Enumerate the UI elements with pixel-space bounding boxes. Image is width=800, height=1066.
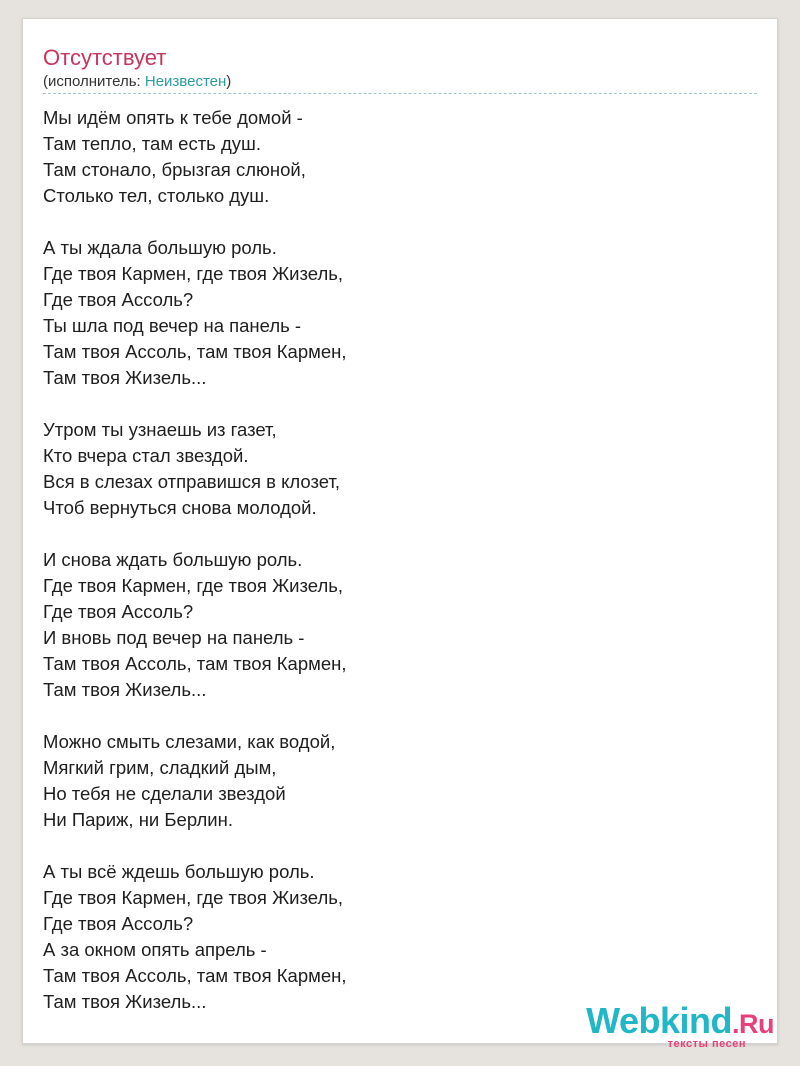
stanza: [43, 859, 346, 1015]
lyric-line: Там стонало, брызгая слюной,: [43, 159, 306, 180]
lyric-line: Где твоя Ассоль?: [43, 601, 194, 622]
lyric-line: Можно смыть слезами, как водой,: [43, 731, 336, 752]
lyric-line: Вся в слезах отправишся в клозет,: [43, 471, 341, 492]
lyric-line: Где твоя Кармен, где твоя Жизель,: [43, 575, 344, 596]
lyrics-card: [22, 18, 778, 1044]
lyric-line: Мы идём опять к тебе домой -: [43, 107, 303, 128]
lyric-line: Столько тел, столько душ.: [43, 185, 270, 206]
lyric-line: Кто вчера стал звездой.: [43, 445, 249, 466]
lyric-line: Мягкий грим, сладкий дым,: [43, 757, 277, 778]
lyric-line: Где твоя Кармен, где твоя Жизель,: [43, 887, 344, 908]
artist-line: [43, 73, 231, 91]
lyric-line: Там твоя Жизель...: [43, 991, 207, 1012]
lyric-line: Но тебя не сделали звездой: [43, 783, 286, 804]
lyrics-body: [43, 105, 346, 1015]
webkind-logo: [586, 1000, 774, 1050]
lyric-line: Там твоя Жизель...: [43, 679, 207, 700]
logo-wordmark: [586, 1000, 774, 1042]
stanza: [43, 235, 346, 391]
lyric-line: Где твоя Ассоль?: [43, 289, 194, 310]
lyric-line: Утром ты узнаешь из газет,: [43, 419, 277, 440]
artist-prefix: (исполнитель:: [43, 73, 145, 90]
lyric-line: А ты ждала большую роль.: [43, 237, 277, 258]
song-title: Отсутствует: [43, 45, 167, 70]
lyric-line: И вновь под вечер на панель -: [43, 627, 305, 648]
lyric-line: Там тепло, там есть душ.: [43, 133, 261, 154]
lyric-line: А за окном опять апрель -: [43, 939, 267, 960]
divider: [43, 93, 757, 94]
lyric-line: Чтоб вернуться снова молодой.: [43, 497, 317, 518]
lyric-line: Где твоя Ассоль?: [43, 913, 194, 934]
artist-suffix: ): [226, 73, 232, 90]
lyric-line: Там твоя Ассоль, там твоя Кармен,: [43, 965, 347, 986]
stanza: [43, 105, 346, 209]
lyric-line: И снова ждать большую роль.: [43, 549, 303, 570]
lyric-line: Там твоя Ассоль, там твоя Кармен,: [43, 341, 347, 362]
stanza: [43, 729, 346, 833]
lyric-line: Там твоя Жизель...: [43, 367, 207, 388]
lyric-line: Ни Париж, ни Берлин.: [43, 809, 233, 830]
stanza: [43, 417, 346, 521]
stanza: [43, 547, 346, 703]
lyric-line: Там твоя Ассоль, там твоя Кармен,: [43, 653, 347, 674]
logo-brand: Webkind: [586, 1000, 732, 1041]
logo-tagline: тексты песен: [667, 1038, 746, 1050]
artist-link[interactable]: Неизвестен: [144, 73, 227, 90]
lyric-line: Где твоя Кармен, где твоя Жизель,: [43, 263, 344, 284]
lyric-line: Ты шла под вечер на панель -: [43, 315, 302, 336]
logo-tld: .Ru: [732, 1009, 774, 1039]
lyric-line: А ты всё ждешь большую роль.: [43, 861, 315, 882]
